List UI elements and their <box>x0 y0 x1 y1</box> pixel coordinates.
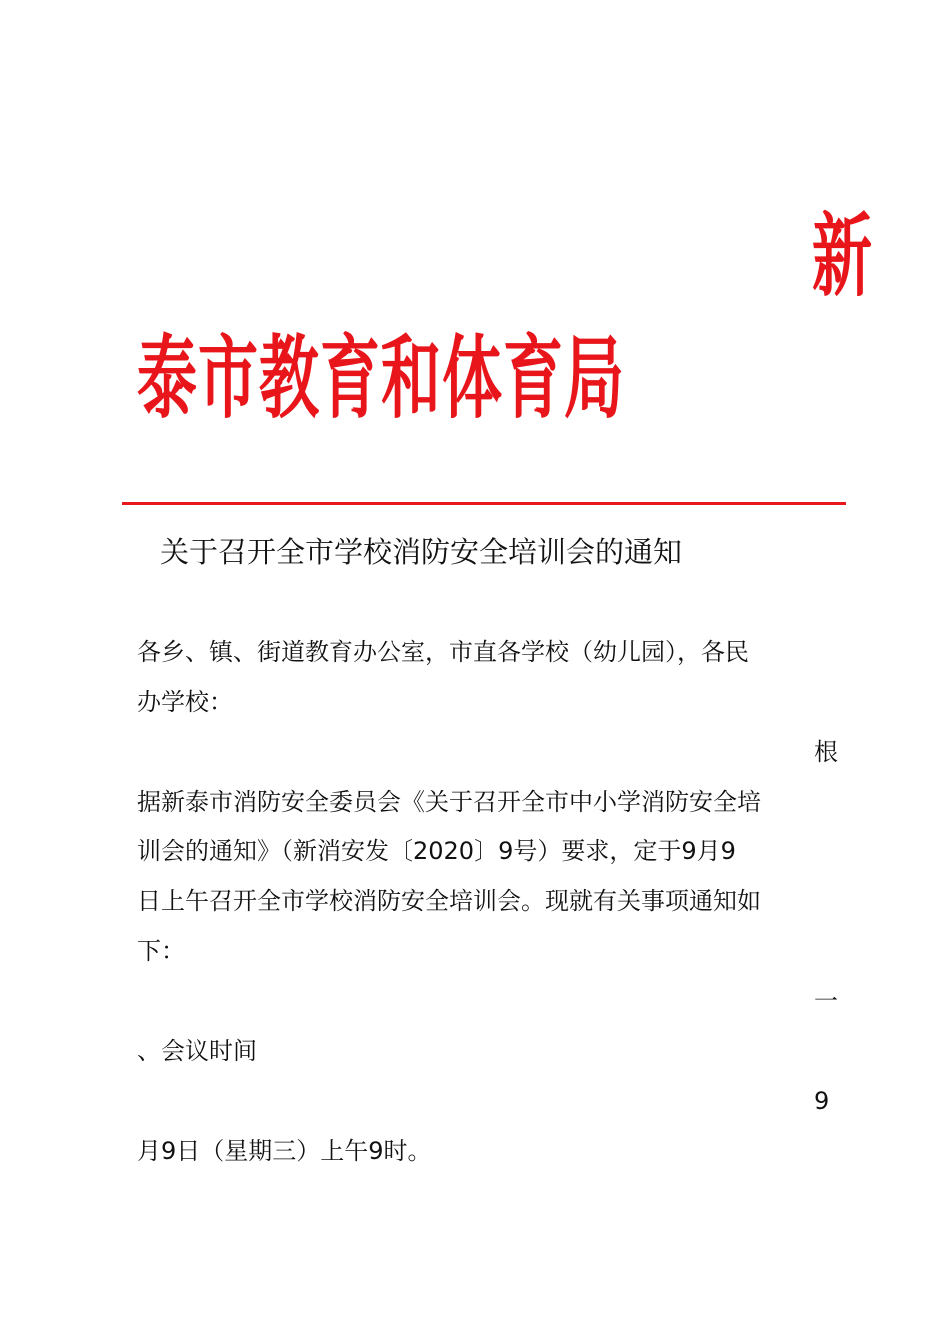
paragraph-1-line-2: 训会的通知》（新消安发〔2020〕9号）要求，定于9月9 <box>137 837 736 865</box>
masthead-title-part2: 泰市教育和体育局 <box>137 326 625 432</box>
paragraph-1-start: 根 <box>814 738 838 766</box>
section-1-text-start: 9 <box>814 1087 830 1115</box>
paragraph-1-line-1: 据新泰市消防安全委员会《关于召开全市中小学消防安全培 <box>137 788 761 816</box>
addressee-line-1: 各乡、镇、街道教育办公室，市直各学校（幼儿园），各民 <box>137 638 749 666</box>
addressee-line-2: 办学校： <box>137 688 233 716</box>
section-1-heading: 、会议时间 <box>137 1037 257 1065</box>
masthead-title-part1: 新 <box>812 204 872 310</box>
section-1-text: 月9日（星期三）上午9时。 <box>137 1137 432 1165</box>
paragraph-1-line-3: 日上午召开全市学校消防安全培训会。现就有关事项通知如 <box>137 887 761 915</box>
masthead-red-rule <box>122 502 846 505</box>
section-1-number: 一 <box>814 987 838 1015</box>
document-title: 关于召开全市学校消防安全培训会的通知 <box>160 535 683 569</box>
paragraph-1-line-4: 下： <box>137 937 185 965</box>
